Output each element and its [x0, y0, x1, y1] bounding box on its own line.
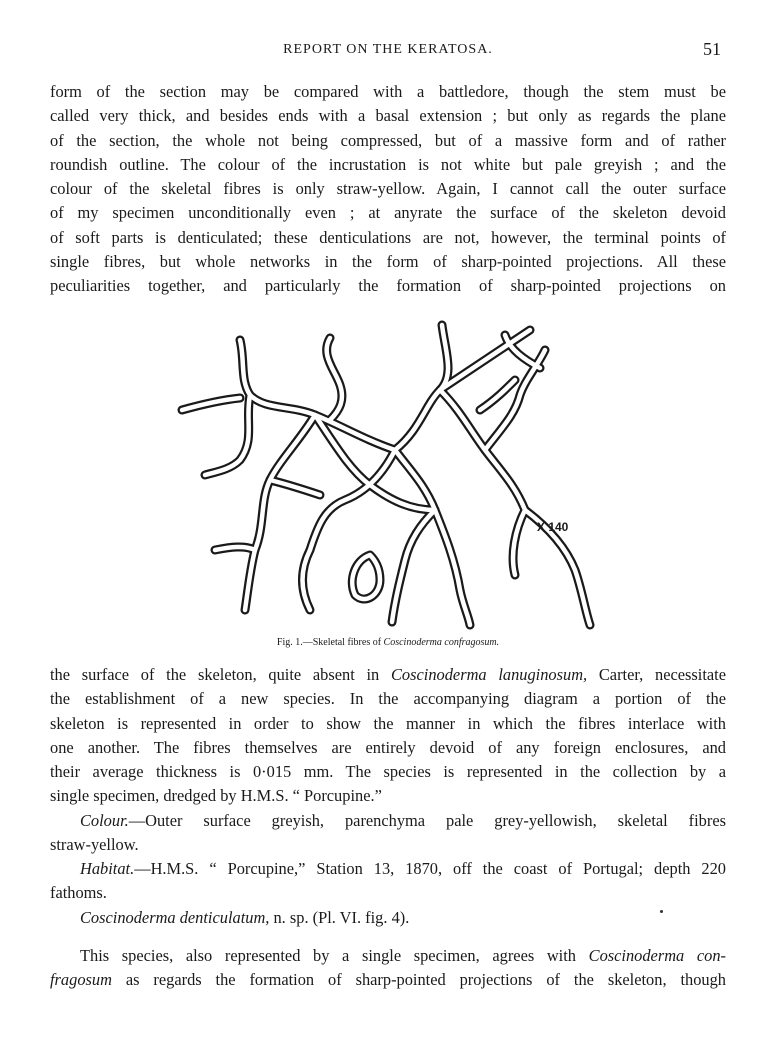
- running-title: REPORT ON THE KERATOSA.: [283, 42, 493, 57]
- paragraph-2: [50, 663, 726, 809]
- species-heading-name: Coscinoderma denticulatum,: [80, 908, 270, 927]
- text-line: straw-yellow.: [50, 835, 139, 855]
- skeletal-fibres-figure: [170, 310, 640, 640]
- paragraph-1: [50, 80, 726, 299]
- species-name: Coscinoderma con-: [588, 946, 727, 965]
- text-line: single specimen, dredged by H.M.S. “ Porcupine.”: [50, 786, 382, 806]
- habitat-paragraph: [50, 857, 726, 906]
- colour-label: Colour.: [80, 811, 129, 830]
- text-line: the establishment of a new species. In the accompanying diagram a portion of the: [50, 689, 726, 709]
- speck: [660, 910, 663, 913]
- text-line: called very thick, and besides ends with a basal extension ; but only as regards the plane: [50, 106, 726, 126]
- caption-species: Coscinoderma confragosum.: [383, 637, 500, 648]
- figure-caption: [0, 637, 776, 648]
- running-head: [0, 39, 776, 64]
- text-fragment: —H.M.S. “ Porcupine,” Station 13, 1870, off the coast of Portugal; depth 220: [134, 859, 726, 878]
- text-line: [50, 944, 726, 968]
- species-name: fragosum: [50, 970, 112, 990]
- text-line: colour of the skeletal fibres is only straw-yellow. Again, I cannot call the outer surface: [50, 179, 726, 199]
- text-line: one another. The fibres themselves are entirely devoid of any foreign enclosures, and: [50, 737, 726, 757]
- text-line: peculiarities together, and particularly the formation of sharp-pointed projections on: [50, 276, 726, 296]
- text-line: skeleton is represented in order to show the manner in which the fibres interlace with: [50, 713, 726, 733]
- text-fragment: This species, also represented by a single specimen, agrees with: [80, 946, 576, 965]
- caption-prefix: Fig. 1.—Skeletal fibres of: [276, 637, 382, 648]
- text-line: form of the section may be compared with a battledore, though the stem must be: [50, 82, 726, 101]
- species-heading: [80, 908, 409, 928]
- text-line: [50, 663, 726, 687]
- species-heading-rest: n. sp. (Pl. VI. fig. 4).: [269, 908, 410, 927]
- paragraph-3: [50, 944, 726, 993]
- text-fragment: as regards the formation of sharp-pointed projections of the skeleton, though: [125, 970, 726, 990]
- text-line: of my specimen unconditionally even ; at anyrate the surface of the skeleton devoid: [50, 203, 726, 223]
- species-name: Coscinoderma lanuginosum,: [391, 665, 588, 684]
- text-line: of soft parts is denticulated; these denticulations are not, however, the terminal points of: [50, 227, 726, 247]
- text-fragment: Carter, necessitate: [598, 665, 726, 684]
- habitat-label: Habitat.: [80, 859, 135, 878]
- text-line: [50, 809, 726, 833]
- text-line: single fibres, but whole networks in the form of sharp-pointed projections. All these: [50, 252, 726, 272]
- text-line: [50, 968, 726, 992]
- text-fragment: —Outer surface greyish, parenchyma pale grey-yellowish, skeletal fibres: [128, 811, 726, 830]
- text-line: roundish outline. The colour of the incrustation is not white but pale greyish ; and the: [50, 154, 726, 174]
- text-fragment: the surface of the skeleton, quite absent in: [50, 665, 380, 684]
- magnification-label: X 140: [537, 520, 569, 534]
- page-number: 51: [703, 39, 721, 59]
- text-line: fathoms.: [50, 883, 107, 903]
- text-line: [50, 857, 726, 881]
- text-line: of the section, the whole not being compressed, but of a massive form and of rather: [50, 130, 726, 150]
- colour-paragraph: [50, 809, 726, 858]
- text-line: their average thickness is 0·015 mm. The species is represented in the collection by a: [50, 762, 726, 782]
